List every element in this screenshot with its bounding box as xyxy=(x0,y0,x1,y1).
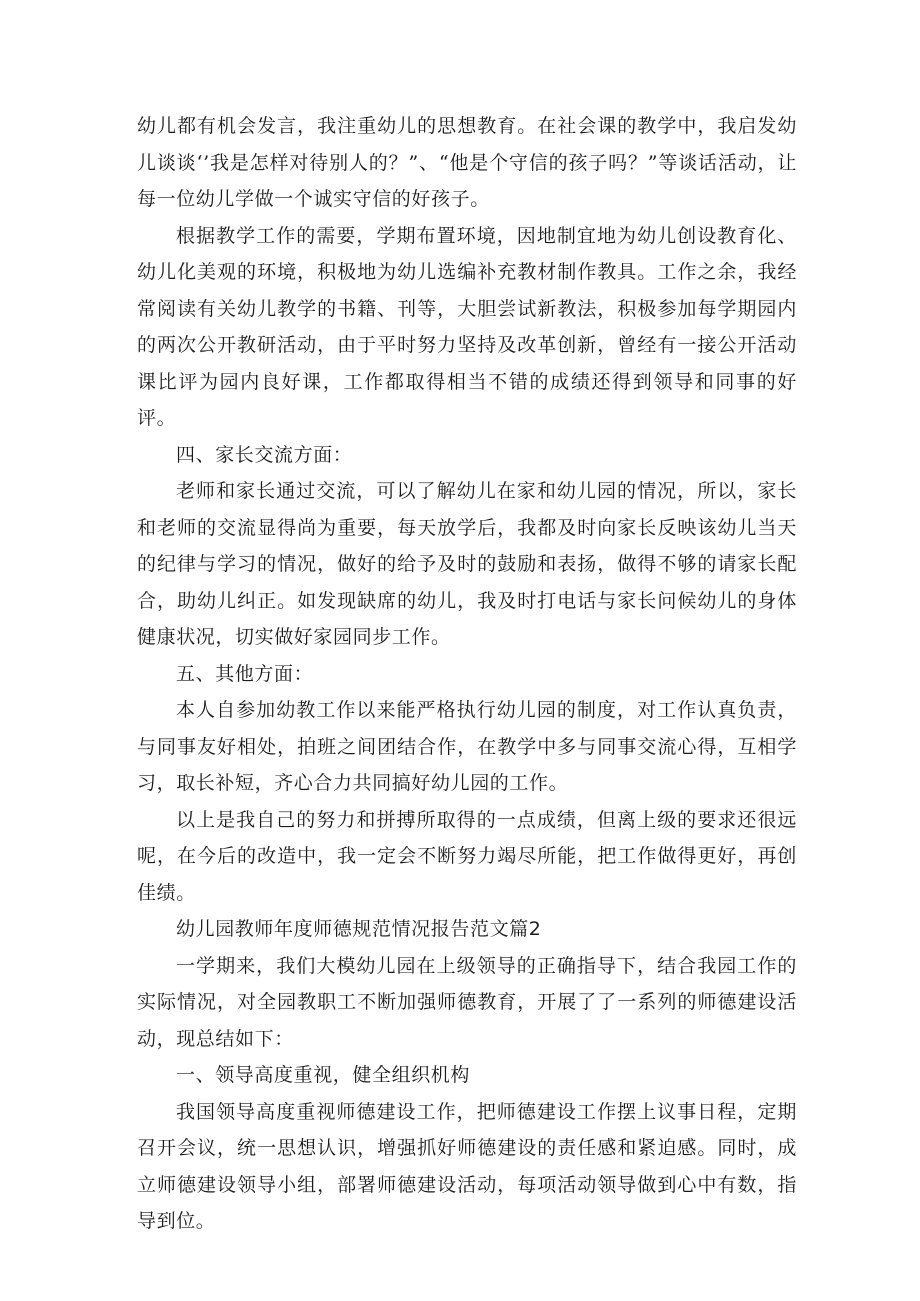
paragraph-1: 幼儿都有机会发言，我注重幼儿的思想教育。在社会课的教学中，我启发幼儿谈谈‘’我是怎样对待别人的？”、“他是个守信的孩子吗？”等谈话活动，让每一位幼儿学做一个诚实守信的好孩子。 xyxy=(137,115,797,210)
section-heading-other: 五、其他方面： xyxy=(176,662,314,685)
section-heading-leadership: 一、领导高度重视，健全组织机构 xyxy=(176,1064,471,1086)
paragraph-5: 以上是我自己的努力和拼搏所取得的一点成绩，但离上级的要求还很远呢，在今后的改造中，我一定会不断努力竭尽所能，把工作做得更好，再创佳绩。 xyxy=(137,808,797,904)
paragraph-3: 老师和家长通过交流，可以了解幼儿在家和幼儿园的情况，所以，家长和老师的交流显得尚为重要，每天放学后，我都及时向家长反映该幼儿当天的纪律与学习的情况，做好的给予及时的鼓励和表扬，做得不够的请家长配合，助幼儿纠正。如发现缺席的幼儿，我及时打电话与家长问候幼儿的身体健康状况，切实做好家园同步工作。 xyxy=(137,480,797,648)
article-title-2: 幼儿园教师年度师德规范情况报告范文篇2 xyxy=(176,918,542,940)
section-heading-parent-communication: 四、家长交流方面： xyxy=(176,443,353,466)
document-body xyxy=(137,108,797,1240)
paragraph-6: 一学期来，我们大模幼儿园在上级领导的正确指导下，结合我园工作的实际情况，对全园教职工不断加强师德教育，开展了了一系列的师德建设活动，现总结如下： xyxy=(137,954,797,1050)
paragraph-7: 我国领导高度重视师德建设工作，把师德建设工作摆上议事日程，定期召开会议，统一思想认识，增强抓好师德建设的责任感和紧迫感。同时，成立师德建设领导小组，部署师德建设活动，每项活动领导做到心中有数，指导到位。 xyxy=(137,1100,797,1232)
paragraph-4: 本人自参加幼教工作以来能严格执行幼儿园的制度，对工作认真负责，与同事友好相处，拍班之间团结合作，在教学中多与同事交流心得，互相学习，取长补短，齐心合力共同搞好幼儿园的工作。 xyxy=(137,699,797,794)
paragraph-2: 根据教学工作的需要，学期布置环境，因地制宜地为幼儿创设教育化、幼儿化美观的环境，积极地为幼儿选编补充教材制作教具。工作之余，我经常阅读有关幼儿教学的书籍、刊等，大胆尝试新教法，积极参加每学期园内的两次公开教研活动，由于平时努力坚持及改革创新，曾经有一接公开活动课比评为园内良好课，工作都取得相当不错的成绩还得到领导和同事的好评。 xyxy=(137,224,797,429)
